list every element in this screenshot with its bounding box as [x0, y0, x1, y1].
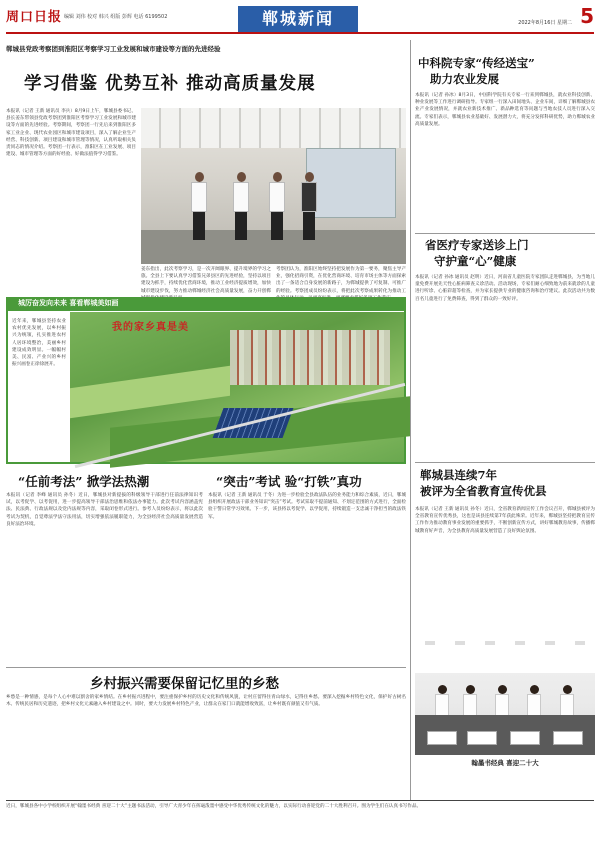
feature-photo-title: 我的家乡真是美	[112, 322, 189, 333]
right-story1-headline-2: 助力农业发展	[430, 72, 499, 86]
issue-date: 2022年8月16日 星期二	[518, 20, 572, 26]
newspaper-logo: 周口日报	[6, 10, 63, 25]
column-divider	[410, 40, 411, 800]
divider	[415, 462, 595, 463]
divider	[415, 233, 595, 234]
lead-headline: 学习借鉴 优势互补 推动高质量发展	[24, 74, 316, 94]
section-title: 郸城新闻	[238, 6, 358, 32]
mid-right-body: 本报讯（记者 王新 通讯员 于冬）为进一步检验全县政法队伍的业务能力和综合素质，近日，郸城县组织开展政法干部业务知识“突击”考试。考试采取不提前通知、不划定范围的方式进行，全面检验干警日常学习效果。下一步，该县将以考促学、以学促用，持续锻造一支忠诚干净担当的政法铁军。	[208, 493, 406, 520]
calligraphy-photo	[415, 635, 595, 755]
masthead	[6, 4, 594, 34]
divider	[6, 667, 406, 668]
lead-kicker: 郸城县党政考察团到淮阳区考察学习工业发展和城市建设等方面的先进经验	[6, 45, 221, 53]
right-story1-body: 本报讯（记者 孙冰）8月3日，中国科学院有关专家一行来到郸城县，就农业科技创新、种业发展等工作进行调研指导。专家组一行深入田间地头、企业车间，详细了解郸城县农业产业发展情况，并就农业新技术推广、新品种选育等问题与当地农技人员进行深入交流。专家们表示，郸城县农业基础好、发展潜力大，将充分发挥科研优势，助力郸城农业高质量发展。	[415, 93, 595, 127]
bottom-headline: 乡村振兴需要保留记忆里的乡愁	[90, 676, 279, 692]
right-story2-body: 本报讯（记者 孙冰 通讯员 赵明）近日，河南省儿童医院专家团队走进郸城县，为当地儿童免费开展先天性心脏病筛查义诊活动。活动现场，专家们耐心细致地为前来就诊的儿童进行听诊、心脏彩超等检查，并为家长提供专业的健康咨询和治疗建议。此次活动共为数百名儿童进行了免费筛查，得到了群众的一致好评。	[415, 275, 595, 302]
lead-body-mid: 姜东指出，此次考察学习，是一次开阔眼界、提升境界的学习之旅。全县上下要认真学习借鉴兄弟县区的先进经验，坚持以项目建设为抓手，持续优化营商环境，推动工业经济提质增效，加快城市建设步伐，努力推动郸城经济社会高质量发展，奋力开创郸	[141, 267, 271, 294]
right-story2-headline-1: 省医疗专家送诊上门	[425, 238, 529, 252]
lead-photo	[141, 108, 406, 264]
lead-body-right: 考察团认为，淮阳区始终坚持把发展作为第一要务，聚焦主导产业，强化招商引资，在优化营商环境、培育市场主体等方面探索出了一条适合自身发展的新路子，为郸城提供了可复制、可推广的经验。考察团成员纷纷表示，将把此次考察成果转化为推动工	[276, 267, 406, 294]
feature-side-text: 近年来，郸城县坚持农业农村优先发展，以乡村振兴为统领，扎实推进农村人居环境整治，美丽乡村建设成效明显。一幅幅村美、民富、产业兴的乡村振兴画卷正徐徐展开。	[12, 319, 66, 368]
mid-left-headline: “任前考法” 掀学法热潮	[18, 474, 150, 489]
bottom-body: 乡愁是一种情感，是每个人心中难以割舍的家乡情结。在乡村振兴进程中，要注重保护乡村的历史文化和传统风貌，让村庄留得住青山绿水，记得住乡愁。要深入挖掘乡村特色文化，保护好古树名木、传统民居和历史遗迹，把乡村文化元素融入乡村建设之中。同时，要大力发展乡村特色产业，让群众在家门口就能增收致富，让乡村既有颜值又有气质。	[6, 695, 406, 708]
lead-body-left: 本报讯（记者 王新 通讯员 李兵）8月9日上午，郸城县委书记、县长姜东带领县党政考察团到淮阳区考察学习工业发展和城市建设等方面的先进经验。考察期间，考察团一行先后来到淮阳区多家工业企业、现代农业园区和城市建设项目，深入了解企业生产经营、科技创新、项目建设和城市管理等情况，认真听取相关负责同志的情况介绍。考察团一行表示，淮阳区在工业发展、项目建设、城市管理等方面的好经验、好做法值得学习借鉴。	[6, 109, 136, 158]
photo-caption: 翰墨书经典 喜迎二十大	[471, 759, 539, 767]
mid-right-headline: “突击”考试 验“打铁”真功	[216, 474, 362, 489]
feature-banner	[6, 297, 406, 309]
page-number: 5	[580, 4, 594, 28]
aerial-photo	[70, 312, 404, 462]
editor-credits: 编辑 刘伟 校对 韩兴 组版 彭辉 电话 6199502	[64, 14, 168, 20]
right-story3-body: 本报讯（记者 王新 通讯员 孙冬）近日，全省教育新闻宣传工作会议召开，郸城县被评为全省教育宣传优秀县，这也是该县连续第7年获此殊荣。近年来，郸城县坚持把教育宣传工作作为推动教育事业发展的重要抓手，不断创新宣传方式，讲好郸城教育故事，传播郸城教育好声音，为全县教育高质量发展营造了良好舆论氛围。	[415, 507, 595, 534]
feature-banner-text: 城厉奋发向未来 喜看郸城美如画	[18, 299, 119, 307]
right-story2-headline-2: 守护童“心”健康	[434, 254, 517, 268]
mid-left-body: 本报讯（记者 李峰 通讯员 孙冬）近日，郸城县对新提拔的科级领导干部进行任前法律知识考试，以考促学、以考促用，进一步提高领导干部法治思维和依法办事能力。此次考试内容涵盖宪法、民法典、行政法规以及党内法规等内容，采取闭卷形式进行。参考人员纷纷表示，将以此次考试为契机，自觉尊法学法守法用法，切实增强依法履职能力，为全县经济社会高质量发展营造良好法治环境。	[6, 493, 203, 527]
footer-caption: 近日，郸城县各中小学校组织开展“翰墨书经典 喜迎二十大”主题书法活动，引导广大青少年在挥毫泼墨中感受中华优秀传统文化的魅力，以实际行动喜迎党的二十大胜利召开。图为学生们在认真书写作品。	[6, 800, 594, 840]
right-story3-headline-1: 郸城县连续7年	[420, 468, 498, 482]
right-story3-headline-2: 被评为全省教育宣传优县	[420, 484, 547, 498]
right-story1-headline-1: 中科院专家“传经送宝”	[418, 56, 535, 70]
